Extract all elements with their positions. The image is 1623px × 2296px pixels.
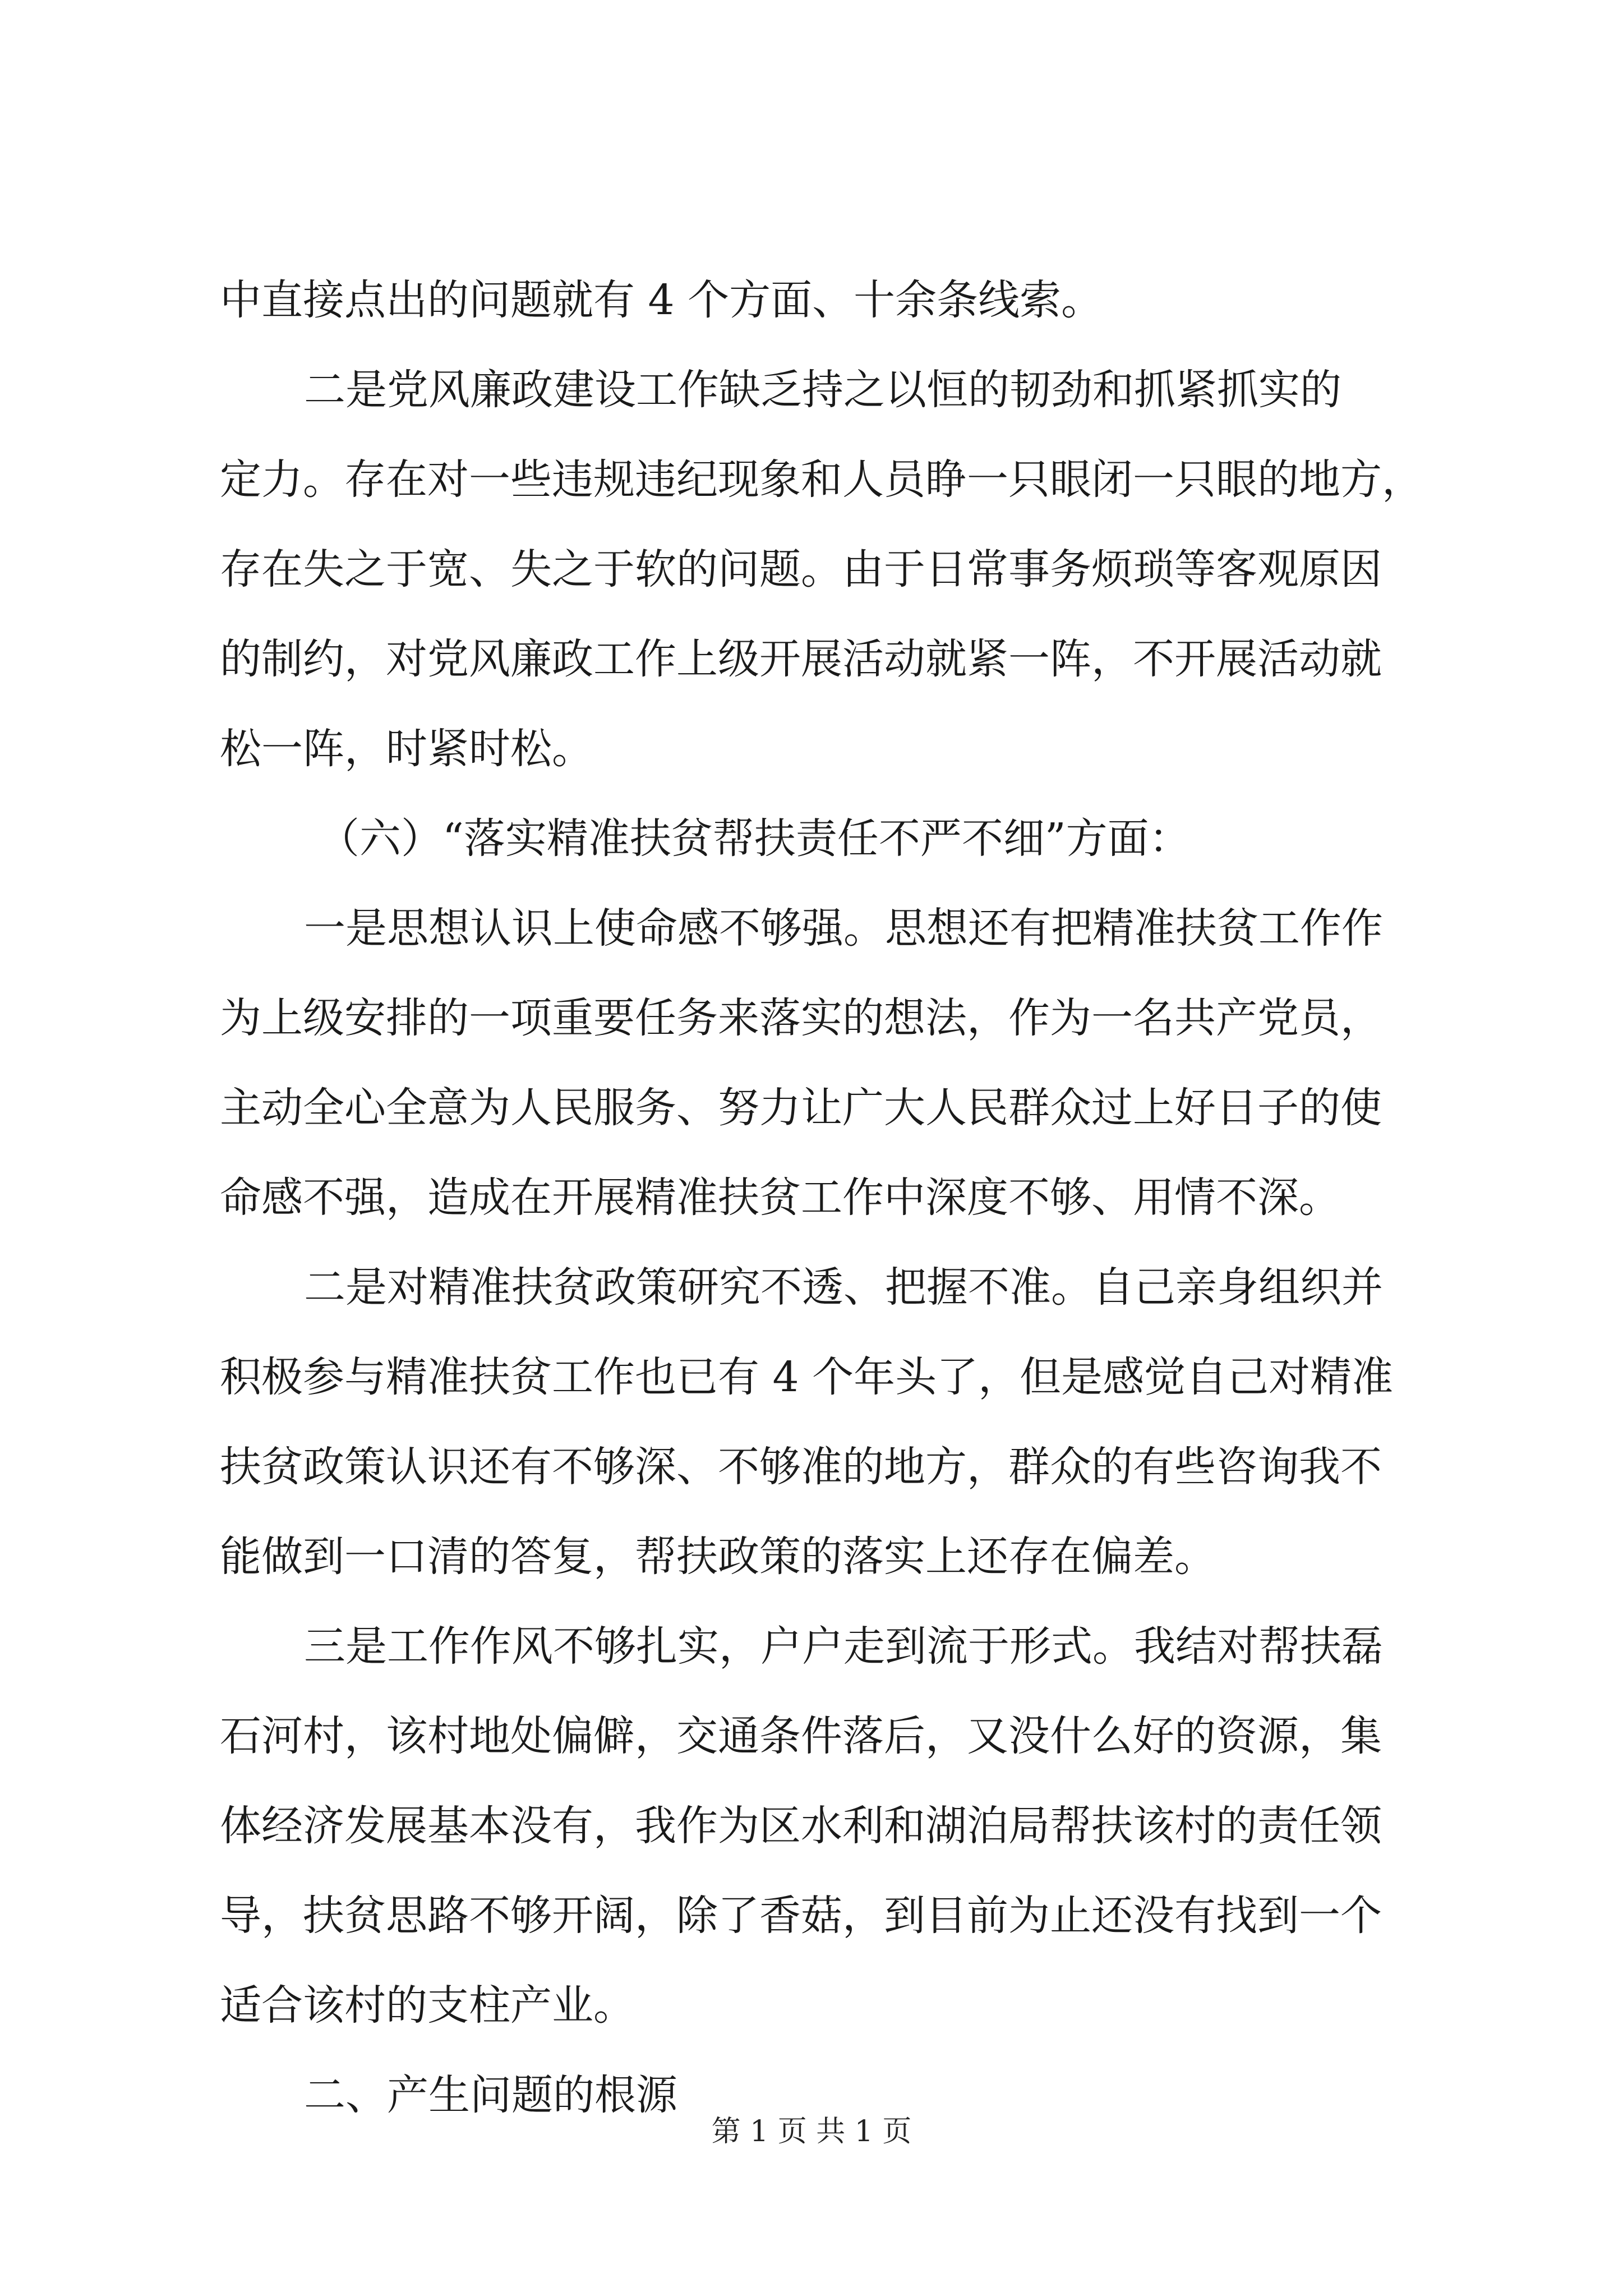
document-body — [220, 255, 1476, 2140]
paragraph-line: 命感不强，造成在开展精准扶贫工作中深度不够、用情不深。 — [220, 1174, 1340, 1222]
paragraph-line: 二是对精准扶贫政策研究不透、把握不准。自己亲身组织并 — [304, 1263, 1383, 1312]
paragraph-line: 能做到一口清的答复，帮扶政策的落实上还存在偏差。 — [220, 1533, 1216, 1581]
paragraph-line: 二是党风廉政建设工作缺乏持之以恒的韧劲和抓紧抓实的 — [304, 366, 1341, 414]
paragraph-line: 积极参与精准扶贫工作也已有 4 个年头了，但是感觉自己对精准 — [220, 1353, 1394, 1401]
paragraph-line: 三是工作作风不够扎实，户户走到流于形式。我结对帮扶磊 — [304, 1622, 1383, 1671]
paragraph-line: 存在失之于宽、失之于软的问题。由于日常事务烦琐等客观原因 — [220, 545, 1382, 593]
paragraph-line: 定力。存在对一些违规违纪现象和人员睁一只眼闭一只眼的地方， — [220, 455, 1423, 504]
paragraph-line: 的制约，对党风廉政工作上级开展活动就紧一阵，不开展活动就 — [220, 635, 1382, 683]
paragraph-line: 导，扶贫思路不够开阔，除了香菇，到目前为止还没有找到一个 — [220, 1892, 1382, 1940]
section-heading: （六）“落实精准扶贫帮扶责任不严不细”方面： — [318, 815, 1191, 863]
section-heading: 二、产生问题的根源 — [304, 2071, 677, 2119]
paragraph-line: 一是思想认识上使命感不够强。思想还有把精准扶贫工作作 — [304, 904, 1383, 953]
paragraph-line: 中直接点出的问题就有 4 个方面、十余条线索。 — [220, 276, 1103, 324]
paragraph-line: 适合该村的支柱产业。 — [220, 1981, 635, 2030]
paragraph-line: 扶贫政策认识还有不够深、不够准的地方，群众的有些咨询我不 — [220, 1443, 1382, 1491]
paragraph-line: 主动全心全意为人民服务、努力让广大人民群众过上好日子的使 — [220, 1084, 1382, 1132]
paragraph-line: 石河村，该村地处偏僻，交通条件落后，又没什么好的资源，集 — [220, 1712, 1382, 1760]
paragraph-line: 松一阵，时紧时松。 — [220, 725, 593, 773]
page-number: 第 1 页 共 1 页 — [711, 2115, 912, 2148]
paragraph-line: 为上级安排的一项重要任务来落实的想法，作为一名共产党员， — [220, 994, 1382, 1042]
paragraph-line: 体经济发展基本没有，我作为区水利和湖泊局帮扶该村的责任领 — [220, 1802, 1382, 1850]
